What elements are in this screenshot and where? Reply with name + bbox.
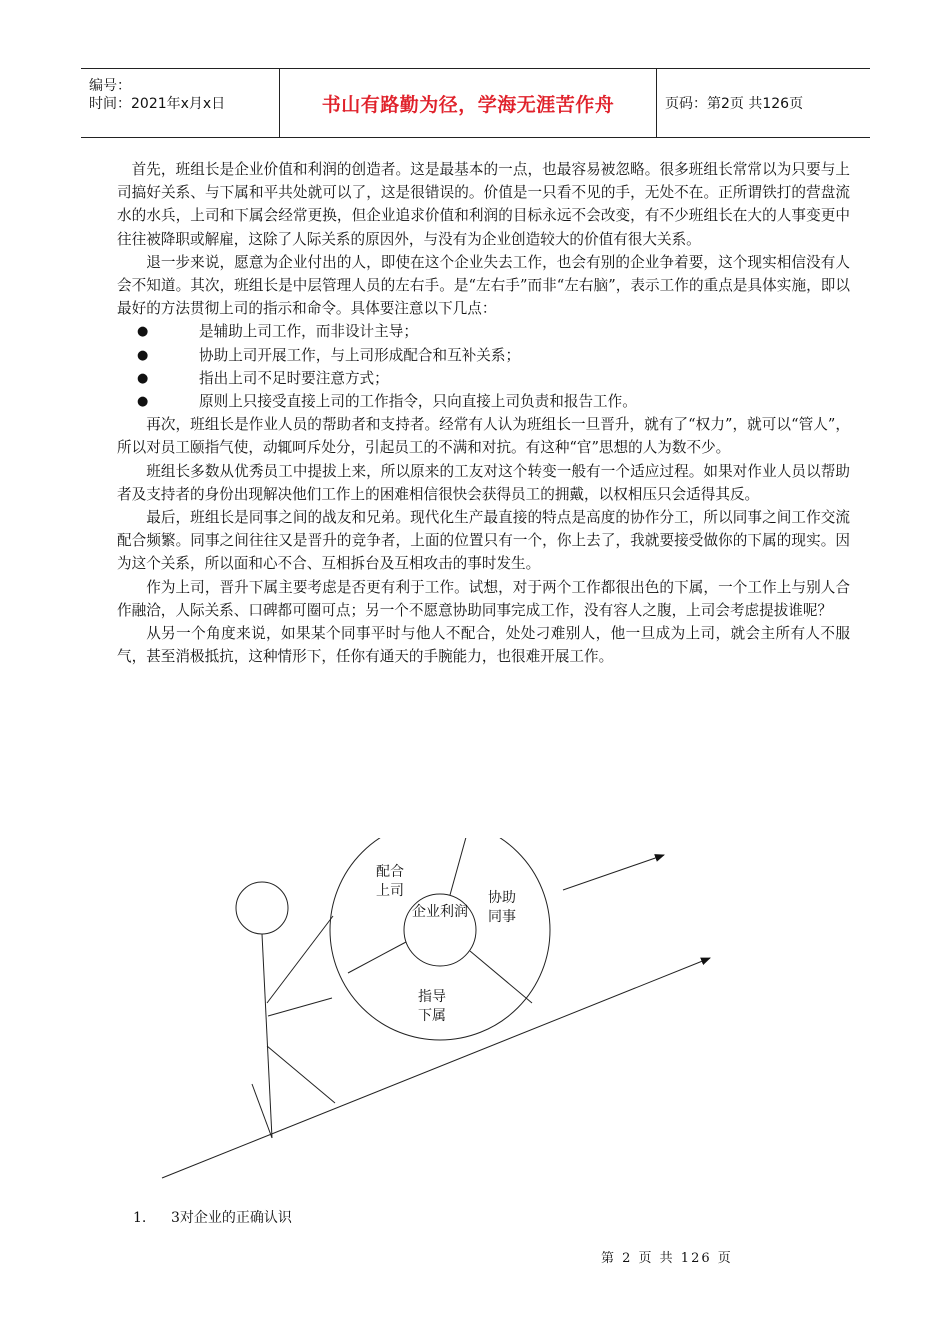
motto: 书山有路勤为径，学海无涯苦作舟 — [279, 69, 657, 137]
paragraph: 作为上司，晋升下属主要考虑是否更有利于工作。试想，对于两个工作都很出色的下属，一个工作上与别人合作融洽，人际关系、口碑都可圈可点；另一个不愿意协助同事完成工作，没有容人之腹，上司会考虑提拔谁呢？ — [117, 578, 850, 619]
stick-figure-diagram — [150, 838, 730, 1188]
paragraph: 从另一个角度来说，如果某个同事平时与他人不配合，处处刁难别人，他一旦成为上司，就会主所有人不服气，甚至消极抵抗，这种情形下，任你有通天的手腕能力，也很难开展工作。 — [117, 625, 850, 666]
header-table — [81, 68, 870, 138]
section-heading — [133, 1207, 292, 1227]
page-footer: 第 2 页 共 126 页 — [601, 1251, 733, 1266]
figure-leg-front — [272, 1103, 332, 1138]
label-center: 企业利润 — [412, 904, 468, 920]
figure-leg-back — [252, 1084, 272, 1138]
section-title: 3对企业的正确认识 — [171, 1210, 292, 1226]
wheel-spoke — [348, 942, 406, 973]
bullet-icon: ● — [137, 347, 149, 363]
motion-arrow — [563, 855, 664, 890]
wheel-spoke — [470, 951, 532, 1003]
label-right-1: 协助 — [488, 890, 516, 906]
bullet-list — [117, 320, 850, 413]
section-number: 1. — [133, 1210, 147, 1226]
paragraph: 首先，班组长是企业价值和利润的创造者。这是最基本的一点，也最容易被忽略。很多班组长常常以为只要与上司搞好关系、与下属和平共处就可以了，这是很错误的。价值是一只看不见的手，无处不在。正所谓铁打的营盘流水的水兵，上司和下属会经常更换，但企业追求价值和利润的目标永远不会改变，有不少班组长在大的人事变更中往往被降职或解雇，这除了人际关系的原因外，与没有为企业创造较大的价值有很大关系。 — [117, 161, 850, 248]
bullet-icon: ● — [137, 370, 149, 386]
wheel-spoke — [450, 838, 468, 895]
list-item: ● 是辅助上司工作，而非设计主导； — [117, 320, 850, 343]
document-body — [117, 158, 850, 668]
label-bottom-1: 指导 — [418, 989, 446, 1005]
number-label: 编号： — [89, 78, 131, 94]
list-item: ● 协助上司开展工作，与上司形成配合和互补关系； — [117, 344, 850, 367]
date-label: 时间：2021年x月x日 — [89, 96, 226, 112]
figure-arm-lower — [268, 998, 332, 1016]
label-bottom-2: 下属 — [418, 1008, 446, 1024]
page-label: 页码：第2页 共126页 — [665, 96, 804, 112]
list-item: ● 原则上只接受直接上司的工作指令，只向直接上司负责和报告工作。 — [117, 390, 850, 413]
figure-body — [262, 934, 272, 1138]
bullet-icon: ● — [137, 394, 149, 410]
label-right-2: 同事 — [488, 909, 516, 925]
figure-head — [236, 882, 288, 934]
header-info-cell — [81, 69, 279, 137]
label-top-1: 配合 — [376, 864, 404, 880]
bullet-icon: ● — [137, 324, 149, 340]
paragraph: 再次，班组长是作业人员的帮助者和支持者。经常有人认为班组长一旦晋升，就有了“权力”，就可以“管人”，所以对员工颐指气使，动辄呵斥处分，引起员工的不满和对抗。有这种“官”思想的人为数不少。 — [117, 416, 850, 457]
label-top-2: 上司 — [376, 883, 404, 899]
list-item: ● 指出上司不足时要注意方式； — [117, 367, 850, 390]
paragraph: 退一步来说，愿意为企业付出的人，即使在这个企业失去工作，也会有别的企业争着要，这个现实相信没有人会不知道。其次，班组长是中层管理人员的左右手。是“左右手”而非“左右脑”，表示工作的重点是具体实施，即以最好的方法贯彻上司的指示和命令。具体要注意以下几点： — [117, 253, 850, 318]
paragraph: 班组长多数从优秀员工中提拔上来，所以原来的工友对这个转变一般有一个适应过程。如果对作业人员以帮助者及支持者的身份出现解决他们工作上的困难相信很快会获得员工的拥戴，以权相压只会适得其反。 — [117, 462, 850, 503]
figure-thigh — [267, 1046, 335, 1103]
paragraph: 最后，班组长是同事之间的战友和兄弟。现代化生产最直接的特点是高度的协作分工，所以同事之间工作交流配合频繁。同事之间往往又是晋升的竞争者，上面的位置只有一个，你上去了，我就要接受做你的下属的现实。因为这个关系，所以面和心不合、互相拆台及互相攻击的事时发生。 — [117, 509, 850, 573]
